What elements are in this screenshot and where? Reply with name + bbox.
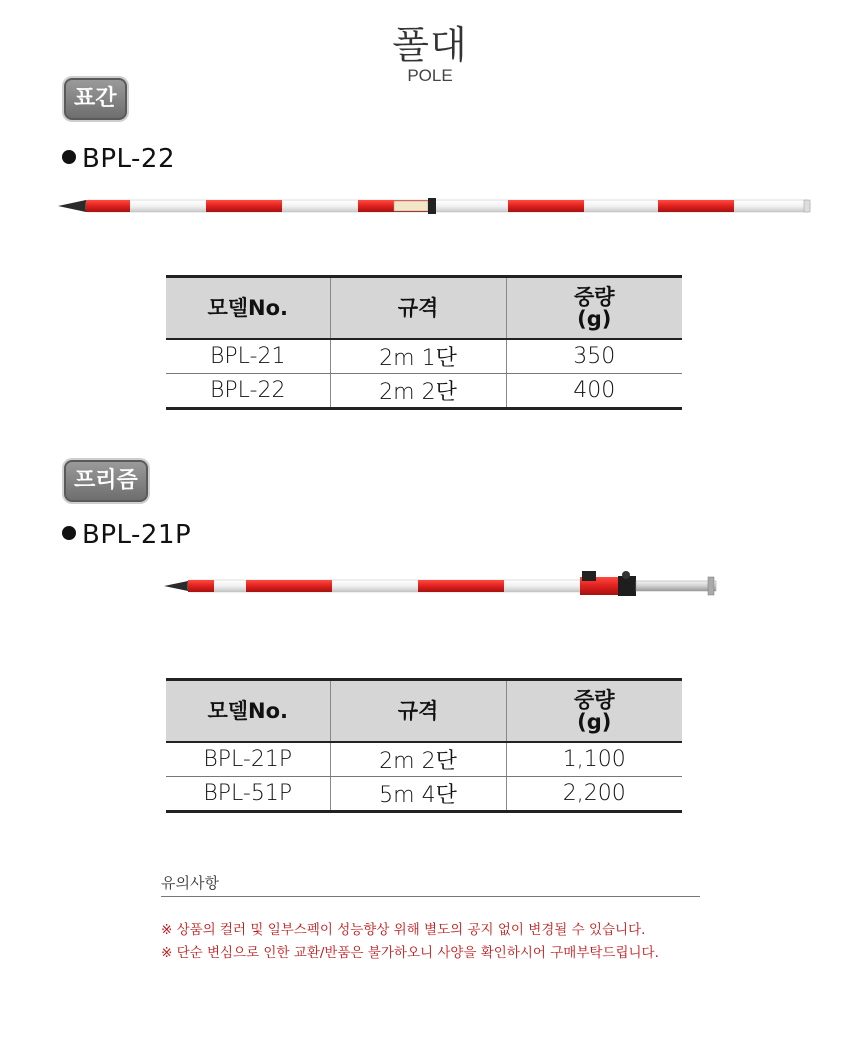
pole-red-band	[86, 200, 130, 212]
table-row	[166, 742, 682, 777]
model-name: BPL-21P	[82, 520, 192, 550]
pole-image-bpl21p	[160, 565, 730, 607]
pole-red-band	[658, 200, 734, 212]
notice-line: ※ 단순 변심으로 인한 교환/반품은 불가하오니 사양을 확인하시어 구매부탁드립니다.	[161, 945, 659, 961]
header-model: 모델No.	[166, 680, 330, 743]
notice-divider	[161, 896, 700, 897]
category-badge-prism: 프리즘	[64, 460, 148, 502]
pole-red-band	[206, 200, 282, 212]
cell-weight: 350	[506, 339, 682, 374]
model-heading	[62, 144, 175, 174]
header-weight: 중량 (g)	[506, 680, 682, 743]
header-spec: 규격	[330, 277, 506, 340]
pole-clamp-black	[618, 576, 636, 596]
pole-red-band	[246, 580, 332, 592]
cell-spec: 2m 1단	[330, 339, 506, 374]
pole-red-band	[418, 580, 504, 592]
table-row	[166, 339, 682, 374]
spec-table-standard	[166, 275, 682, 410]
notice-title: 유의사항	[161, 874, 219, 892]
pole-red-band	[188, 580, 214, 592]
model-name: BPL-22	[82, 144, 176, 174]
pole-joint	[428, 198, 436, 214]
notice-line: ※ 상품의 컬러 및 일부스펙이 성능향상 위해 별도의 공지 없이 변경될 수 있습니다.	[161, 922, 646, 938]
bullet-icon	[62, 150, 76, 164]
pole-tip	[164, 581, 188, 591]
cell-weight: 2,200	[506, 777, 682, 812]
pole-end-cap	[708, 577, 714, 595]
cell-weight: 1,100	[506, 742, 682, 777]
cell-spec: 2m 2단	[330, 374, 506, 409]
cell-weight: 400	[506, 374, 682, 409]
table-header-row	[166, 277, 682, 340]
spec-table-prism	[166, 678, 682, 813]
pole-image-bpl22	[56, 190, 816, 220]
cell-model: BPL-51P	[203, 781, 293, 806]
table-header-row	[166, 680, 682, 743]
header-spec: 규격	[330, 680, 506, 743]
page-subtitle: POLE	[407, 66, 453, 85]
cell-spec: 2m 2단	[330, 742, 506, 777]
cell-model: BPL-21P	[166, 742, 330, 777]
page-title: 폴대	[392, 23, 468, 67]
pole-red-band	[508, 200, 584, 212]
pole-end-cap	[804, 200, 810, 212]
cell-model: BPL-21	[166, 339, 330, 374]
pole-clamp-knob	[582, 571, 596, 581]
category-badge-standard: 표간	[64, 78, 127, 120]
header-model: 모델No.	[166, 277, 330, 340]
bullet-icon	[62, 526, 76, 540]
pole-label-sticker	[394, 201, 428, 211]
pole-tip	[58, 200, 86, 212]
table-row	[166, 777, 682, 812]
header-weight: 중량 (g)	[506, 277, 682, 340]
cell-spec: 5m 4단	[330, 777, 506, 812]
pole-screw	[622, 571, 630, 579]
model-heading	[62, 520, 191, 550]
table-row	[166, 374, 682, 409]
pole-extension	[636, 581, 716, 591]
cell-model: BPL-22	[210, 378, 286, 403]
